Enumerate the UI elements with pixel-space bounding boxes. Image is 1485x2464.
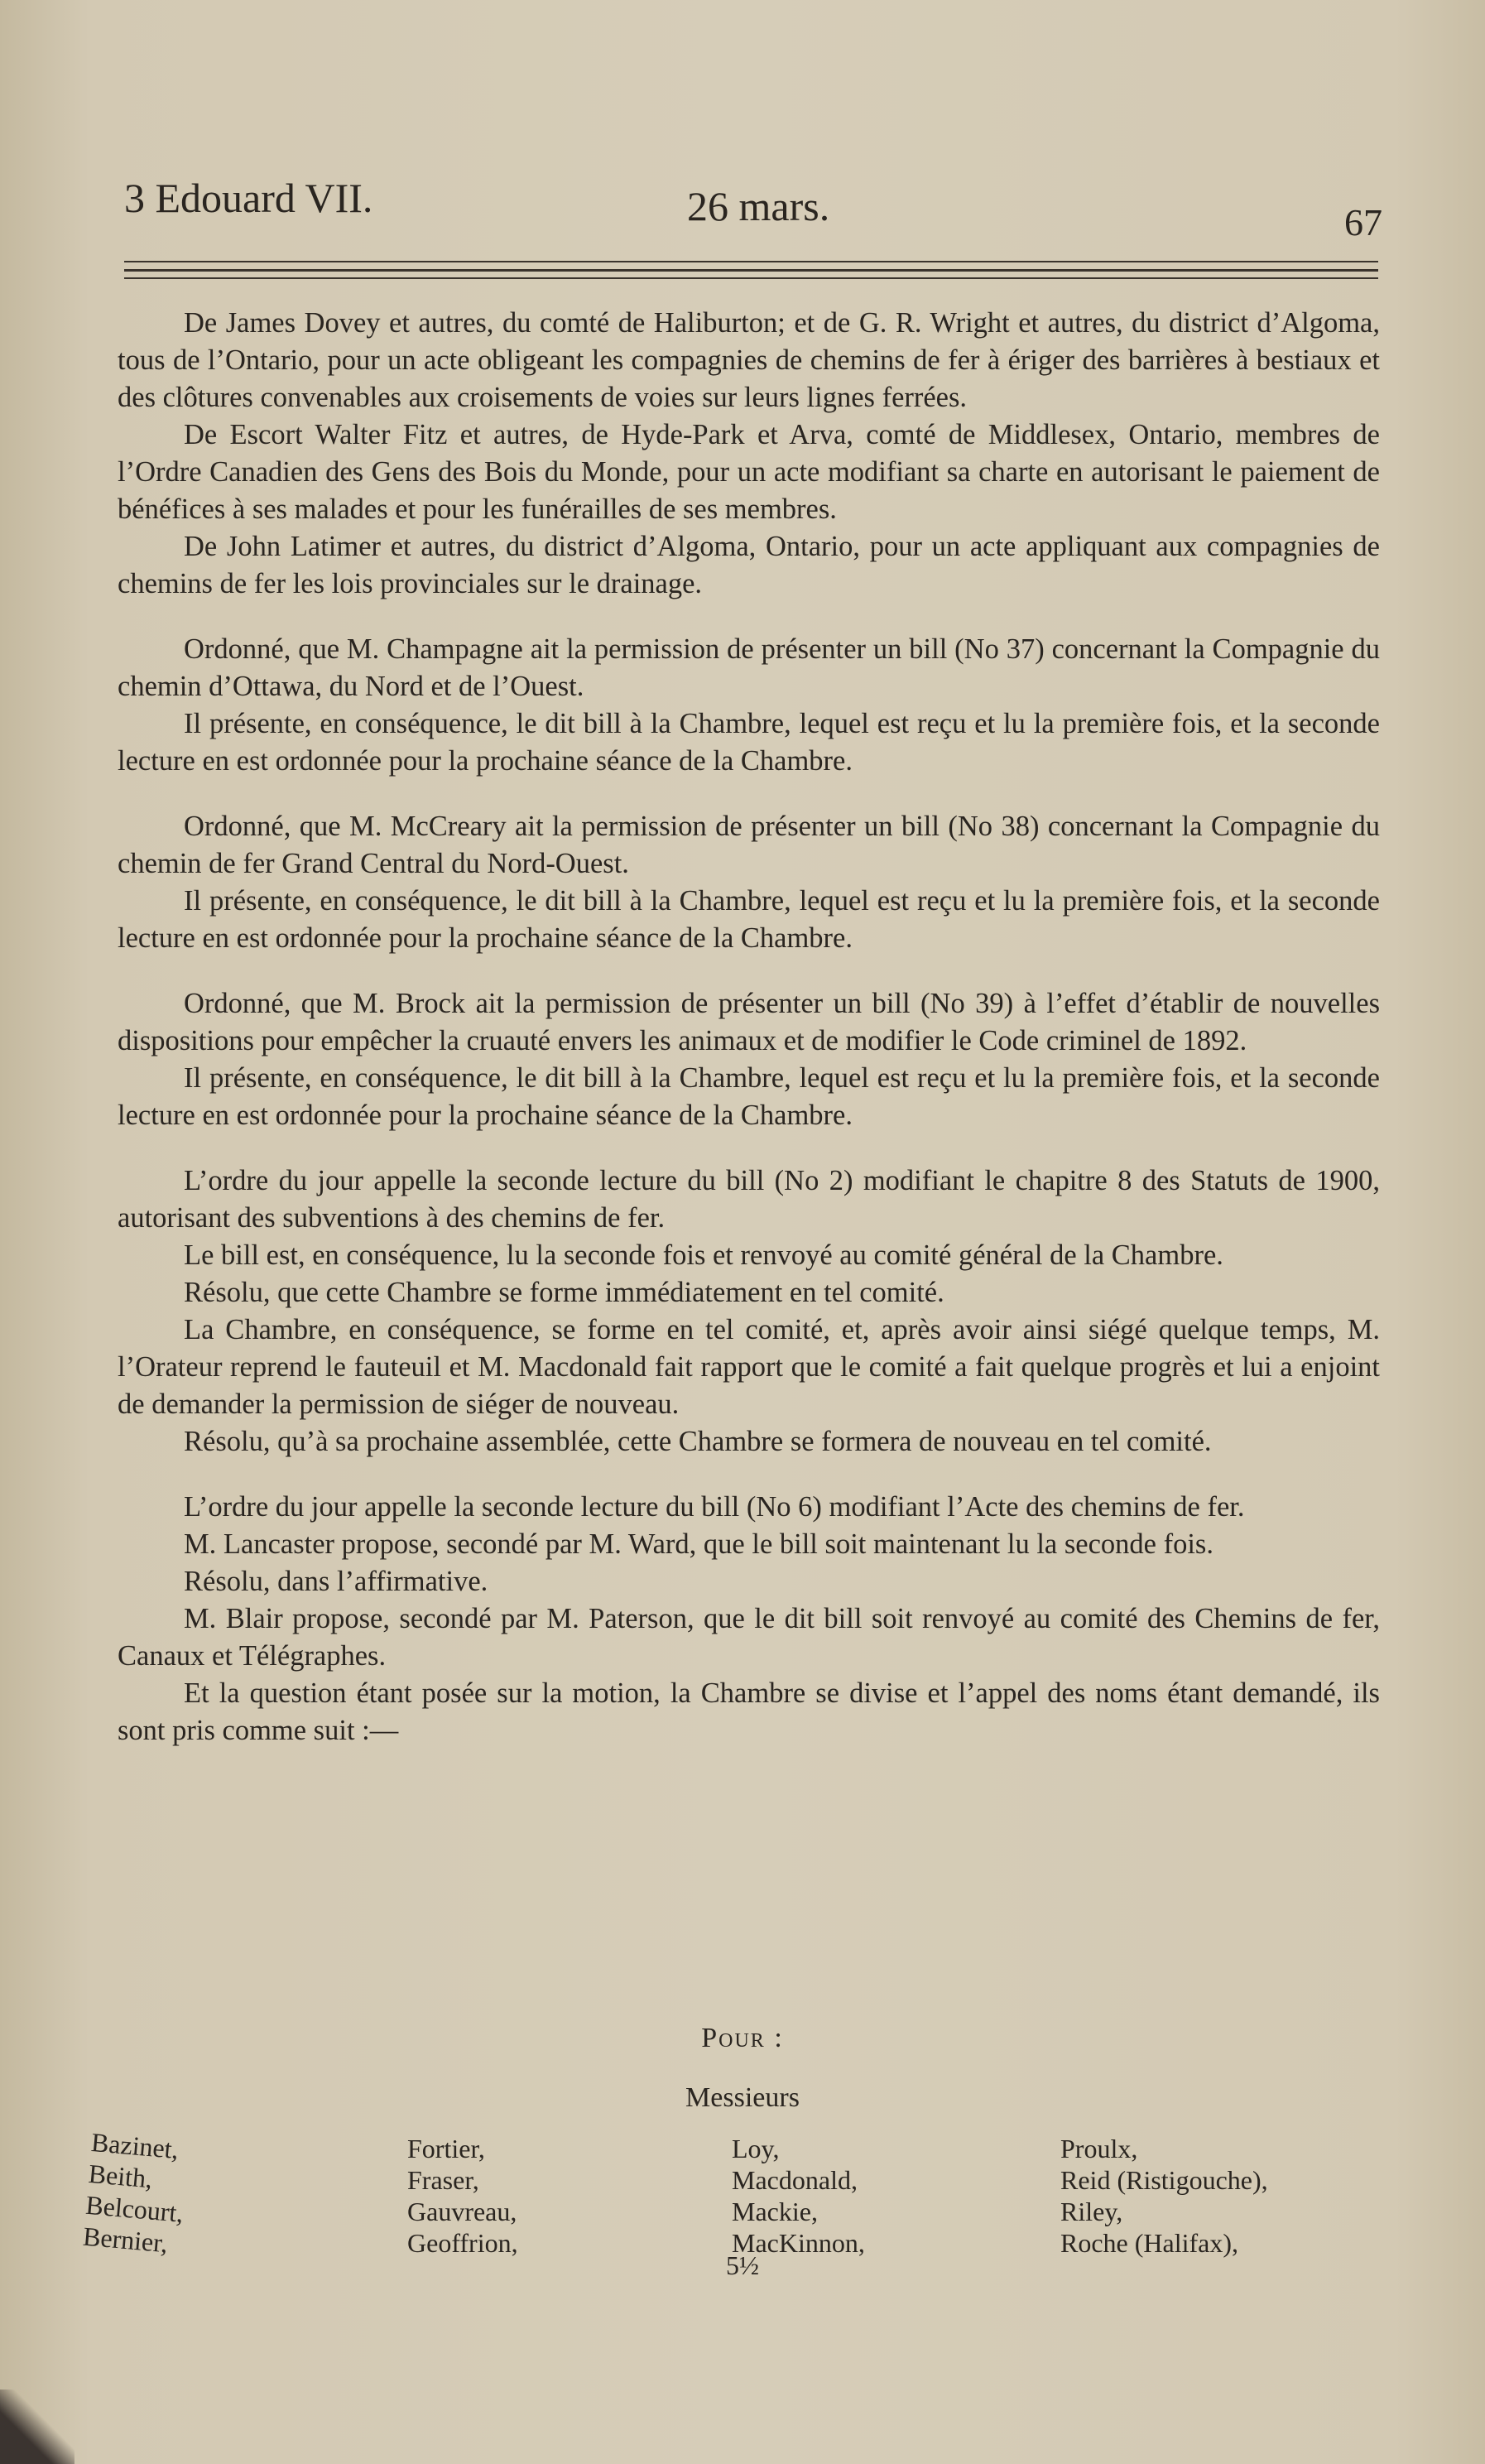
vote-subheading: Messieurs [685, 2082, 800, 2113]
vote-name-list [81, 2126, 1401, 2259]
member-name: Bazinet, [89, 2126, 180, 2165]
scan-shadow [0, 2389, 74, 2464]
running-head-date: 26 mars. [687, 183, 830, 229]
resolution-paragraph: Résolu, qu’à sa prochaine assemblée, cette Chambre se formera de nouveau en tel comité. [184, 1426, 1212, 1457]
name-column [407, 2126, 732, 2259]
first-reading-paragraph: Il présente, en conséquence, le dit bill à la Chambre, lequel est reçu et lu la première fois, et la seconde lecture en est ordonnée pour la prochaine séance de la Chambre. [118, 1062, 1380, 1131]
proceeding-paragraph: Le bill est, en conséquence, lu la seconde fois et renvoyé au comité général de la Chambre. [184, 1239, 1223, 1271]
name-column [732, 2126, 1060, 2259]
running-head-left: 3 Edouard VII. [124, 175, 373, 221]
order-of-day-paragraph: L’ordre du jour appelle la seconde lecture du bill (No 6) modifiant l’Acte des chemins de fer. [184, 1491, 1245, 1523]
member-name: Belcourt, [84, 2189, 185, 2228]
header-rule [124, 261, 1378, 262]
member-name: Fortier, [407, 2134, 485, 2163]
order-paragraph: Ordonné, que M. Champagne ait la permission de présenter un bill (No 37) concernant la Compagnie du chemin d’Ottawa, du Nord et de l’Ouest. [118, 633, 1380, 702]
header-rule [124, 269, 1378, 272]
name-column [1060, 2126, 1391, 2259]
order-of-day-paragraph: L’ordre du jour appelle la seconde lecture du bill (No 2) modifiant le chapitre 8 des Statuts de 1900, autorisant des subventions à des chemins de fer. [118, 1165, 1380, 1234]
first-reading-paragraph: Il présente, en conséquence, le dit bill à la Chambre, lequel est reçu et lu la première fois, et la seconde lecture en est ordonnée pour la prochaine séance de la Chambre. [118, 708, 1380, 777]
motion-paragraph: M. Blair propose, secondé par M. Paterson, que le dit bill soit renvoyé au comité des Chemins de fer, Canaux et Télégraphes. [118, 1603, 1380, 1672]
member-name: Gauvreau, [407, 2197, 517, 2226]
first-reading-paragraph: Il présente, en conséquence, le dit bill à la Chambre, lequel est reçu et lu la première fois, et la seconde lecture en est ordonnée pour la prochaine séance de la Chambre. [118, 885, 1380, 954]
resolution-paragraph: Résolu, dans l’affirmative. [184, 1566, 488, 1597]
vote-heading: Pour : [701, 2023, 784, 2053]
motion-paragraph: M. Lancaster propose, secondé par M. Ward, que le bill soit maintenant lu la seconde fois. [184, 1528, 1213, 1560]
member-name: Loy, [732, 2134, 780, 2163]
member-name: Bernier, [81, 2221, 170, 2259]
member-name: Geoffrion, [407, 2228, 518, 2258]
order-paragraph: Ordonné, que M. McCreary ait la permission de présenter un bill (No 38) concernant la Compagnie du chemin de fer Grand Central du Nord-Ouest. [118, 811, 1380, 879]
header-rule [124, 277, 1378, 279]
page-header [124, 174, 1382, 243]
member-name: Reid (Ristigouche), [1060, 2165, 1268, 2195]
member-name: Beith, [87, 2158, 154, 2194]
journal-body [118, 305, 1380, 1749]
member-name: Fraser, [407, 2165, 479, 2195]
member-name: Proulx, [1060, 2134, 1138, 2163]
petition-paragraph: De James Dovey et autres, du comté de Haliburton; et de G. R. Wright et autres, du district d’Algoma, tous de l’Ontario, pour un acte obligeant les compagnies de chemins de fer à ériger des barrières à bestiaux et des clôtures convenables aux croisements de voies sur leurs lignes ferrées. [118, 307, 1380, 413]
signature-mark: 5½ [726, 2250, 759, 2280]
member-name: Roche (Halifax), [1060, 2228, 1239, 2258]
proceeding-paragraph: La Chambre, en conséquence, se forme en tel comité, et, après avoir ainsi siégé quelque temps, M. l’Orateur reprend le fauteuil et M. Macdonald fait rapport que le comité a fait quelque progrès et lui a enjoint de demander la permission de siéger de nouveau. [118, 1314, 1380, 1420]
petition-paragraph: De John Latimer et autres, du district d’Algoma, Ontario, pour un acte appliquant aux compagnies de chemins de fer les lois provinciales sur le drainage. [118, 531, 1380, 599]
member-name: MacKinnon, [732, 2228, 865, 2258]
division-paragraph: Et la question étant posée sur la motion, la Chambre se divise et l’appel des noms étant demandé, ils sont pris comme suit :— [118, 1677, 1380, 1746]
petition-paragraph: De Escort Walter Fitz et autres, de Hyde-Park et Arva, comté de Middlesex, Ontario, membres de l’Ordre Canadien des Gens des Bois du Monde, pour un acte modifiant sa charte en autorisant le paiement de bénéfices à ses malades et pour les funérailles de ses membres. [118, 419, 1380, 525]
page-number: 67 [1344, 201, 1382, 243]
resolution-paragraph: Résolu, que cette Chambre se forme immédiatement en tel comité. [184, 1277, 944, 1308]
member-name: Riley, [1060, 2197, 1123, 2226]
member-name: Mackie, [732, 2197, 818, 2226]
member-name: Macdonald, [732, 2165, 858, 2195]
order-paragraph: Ordonné, que M. Brock ait la permission de présenter un bill (No 39) à l’effet d’établir de nouvelles dispositions pour empêcher la cruauté envers les animaux et de modifier le Code criminel de 1892. [118, 988, 1380, 1056]
